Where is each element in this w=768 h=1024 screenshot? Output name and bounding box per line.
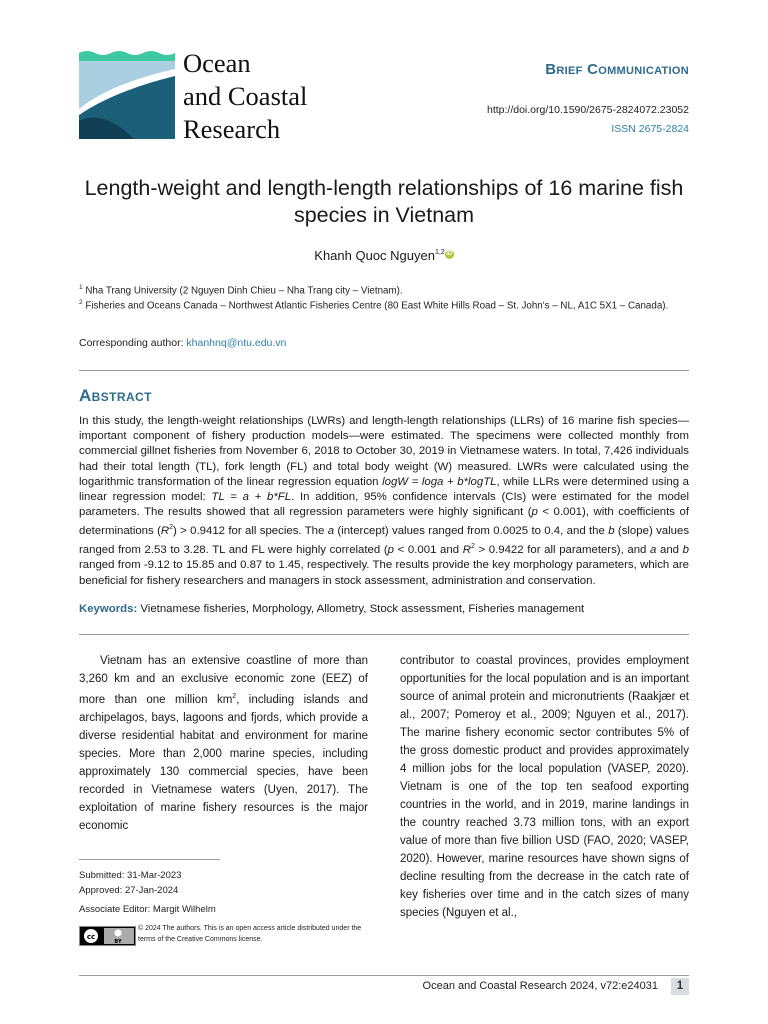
submitted-date: Submitted: 31-Mar-2023 (79, 870, 182, 881)
lwr-equation: logW = loga + b*logTL (382, 475, 497, 488)
journal-name-line2: and Coastal (183, 81, 308, 111)
approved-date: Approved: 27-Jan-2024 (79, 885, 179, 896)
associate-editor: Associate Editor: Margit Wilhelm (79, 904, 216, 915)
affiliation-text: Fisheries and Oceans Canada – Northwest Atlantic Fisheries Centre (80 East White Hills Road – St. John's – NL, A1C 5X1 – Canada). (85, 300, 669, 312)
journal-name-line1: Ocean (183, 48, 251, 78)
wave-logo-icon (79, 49, 175, 139)
doi-link[interactable]: http://doi.org/10.1590/2675-2824072.23052 (486, 104, 689, 116)
affiliation-2 (79, 296, 689, 314)
author-affil-sup: 1,2 (434, 249, 445, 256)
cc-by-icon (80, 927, 135, 945)
cc-by-text: BY (114, 939, 122, 945)
keywords-text: Vietnamese fisheries, Morphology, Allometry, Stock assessment, Fisheries management (140, 603, 585, 615)
llr-equation: TL = a + b*FL (211, 491, 292, 504)
article-title: Length-weight and length-length relationships of 16 marine fish species in Vietnam (84, 176, 684, 227)
corresponding-author (79, 337, 286, 349)
affiliation-number: 1 (79, 284, 83, 291)
author-name[interactable]: Khanh Quoc Nguyen (314, 248, 435, 263)
journal-name-line3: Research (183, 114, 281, 144)
divider (79, 370, 689, 371)
author-line (79, 248, 689, 263)
issn: ISSN 2675-2824 (611, 123, 689, 135)
body-column-right: contributor to coastal provinces, provides employment opportunities for the local population and is an important source of animal protein and micronutrients (Raakjær et al., 2007; Pomeroy et al., 2009; Nguyen et al., 2017). The marine fishery economic sector contributes 5% of the gross domestic product and provides approximately 4 million jobs for the local population (VASEP, 2020). Vietnam is one of the top ten seafood exporting countries in the world, and in 2019, marine landings in the country reached 3.73 million tons, with an export value of more than five billion USD (FAO, 2020; VASEP, 2020). However, marine resources have shown signs of decline resulting from the decrease in the catch rate of key fisheries over time and in the catch sizes of many species (Nguyen et al., (400, 655, 689, 919)
article-type: Brief Communication (545, 61, 689, 78)
footer-citation: Ocean and Coastal Research 2024, v72:e24031 (422, 980, 658, 992)
corresponding-label: Corresponding author: (79, 337, 184, 349)
keywords (79, 603, 689, 615)
footnote-divider (79, 859, 220, 860)
footer-divider (79, 975, 689, 976)
journal-name (183, 47, 307, 146)
affiliation-text: Nha Trang University (2 Nguyen Dinh Chieu – Nha Trang city – Vietnam). (85, 285, 403, 297)
abstract-text: In this study, the length-weight relationships (LWRs) and length-length relationships (LLRs) of 16 marine fish species—important component of fishery production models—were estimated. The specimens were collected monthly from commercial gillnet fisheries from November 6, 2018 to October 30, 2019 in Vietnamese waters. In total, 7,426 individuals had their total length (TL), fork length (FL) and total body weight (W) measured. LWRs were calculated using the logarithmic transformation of the linear regression equation logW = loga + b*logTL, while LLRs were determined using a linear regression model: TL = a + b*FL. In addition, 95% confidence intervals (CIs) were estimated for the model parameters. The results showed that all regression parameters were highly significant (p < 0.001), with coefficients of determinations $(R^2) > 0.9412$ for all species. The a (intercept) values ranged from 0.0025 to 0.4, and the b (slope) values ranged from 2.53 to 3.28. TL and FL were highly correlated (p < 0.001 and $R^2 > 0.9422$ for all parameters), and a and b ranged from -9.12 to 15.85 and 0.87 to 1.45, respectively. The results provide the key morphology parameters, which are beneficial for fishery researchers and managers in stock assessment, administration and conservation. (79, 415, 690, 587)
cc-badge-text: cc (86, 933, 96, 941)
corresponding-email-link[interactable]: khanhnq@ntu.edu.vn (186, 337, 287, 349)
page-number: 1 (671, 978, 689, 995)
body-column-left: Vietnam has an extensive coastline of more than 3,260 km and an exclusive economic zone (EEZ) of more than one million $km^2$, including islands and archipelagos, bays, lagoons and fjords, which provide a diverse residential habitat and environment for marine species. More than 2,000 marine species, including approximately 130 commercial species, have been recorded in Vietnamese waters (Uyen, 2017). The exploitation of marine fishery resources is the major economic (79, 655, 368, 832)
affiliation-number: 2 (79, 299, 83, 306)
divider (79, 634, 689, 635)
creative-commons-icon[interactable] (79, 926, 136, 946)
journal-logo (79, 49, 175, 139)
abstract-heading: Abstract (79, 386, 152, 405)
orcid-icon[interactable]: iD (446, 251, 453, 257)
license-notice: © 2024 The authors. This is an open access article distributed under the terms of the Creative Commons license. (138, 925, 362, 943)
keywords-label: Keywords: (79, 603, 138, 615)
